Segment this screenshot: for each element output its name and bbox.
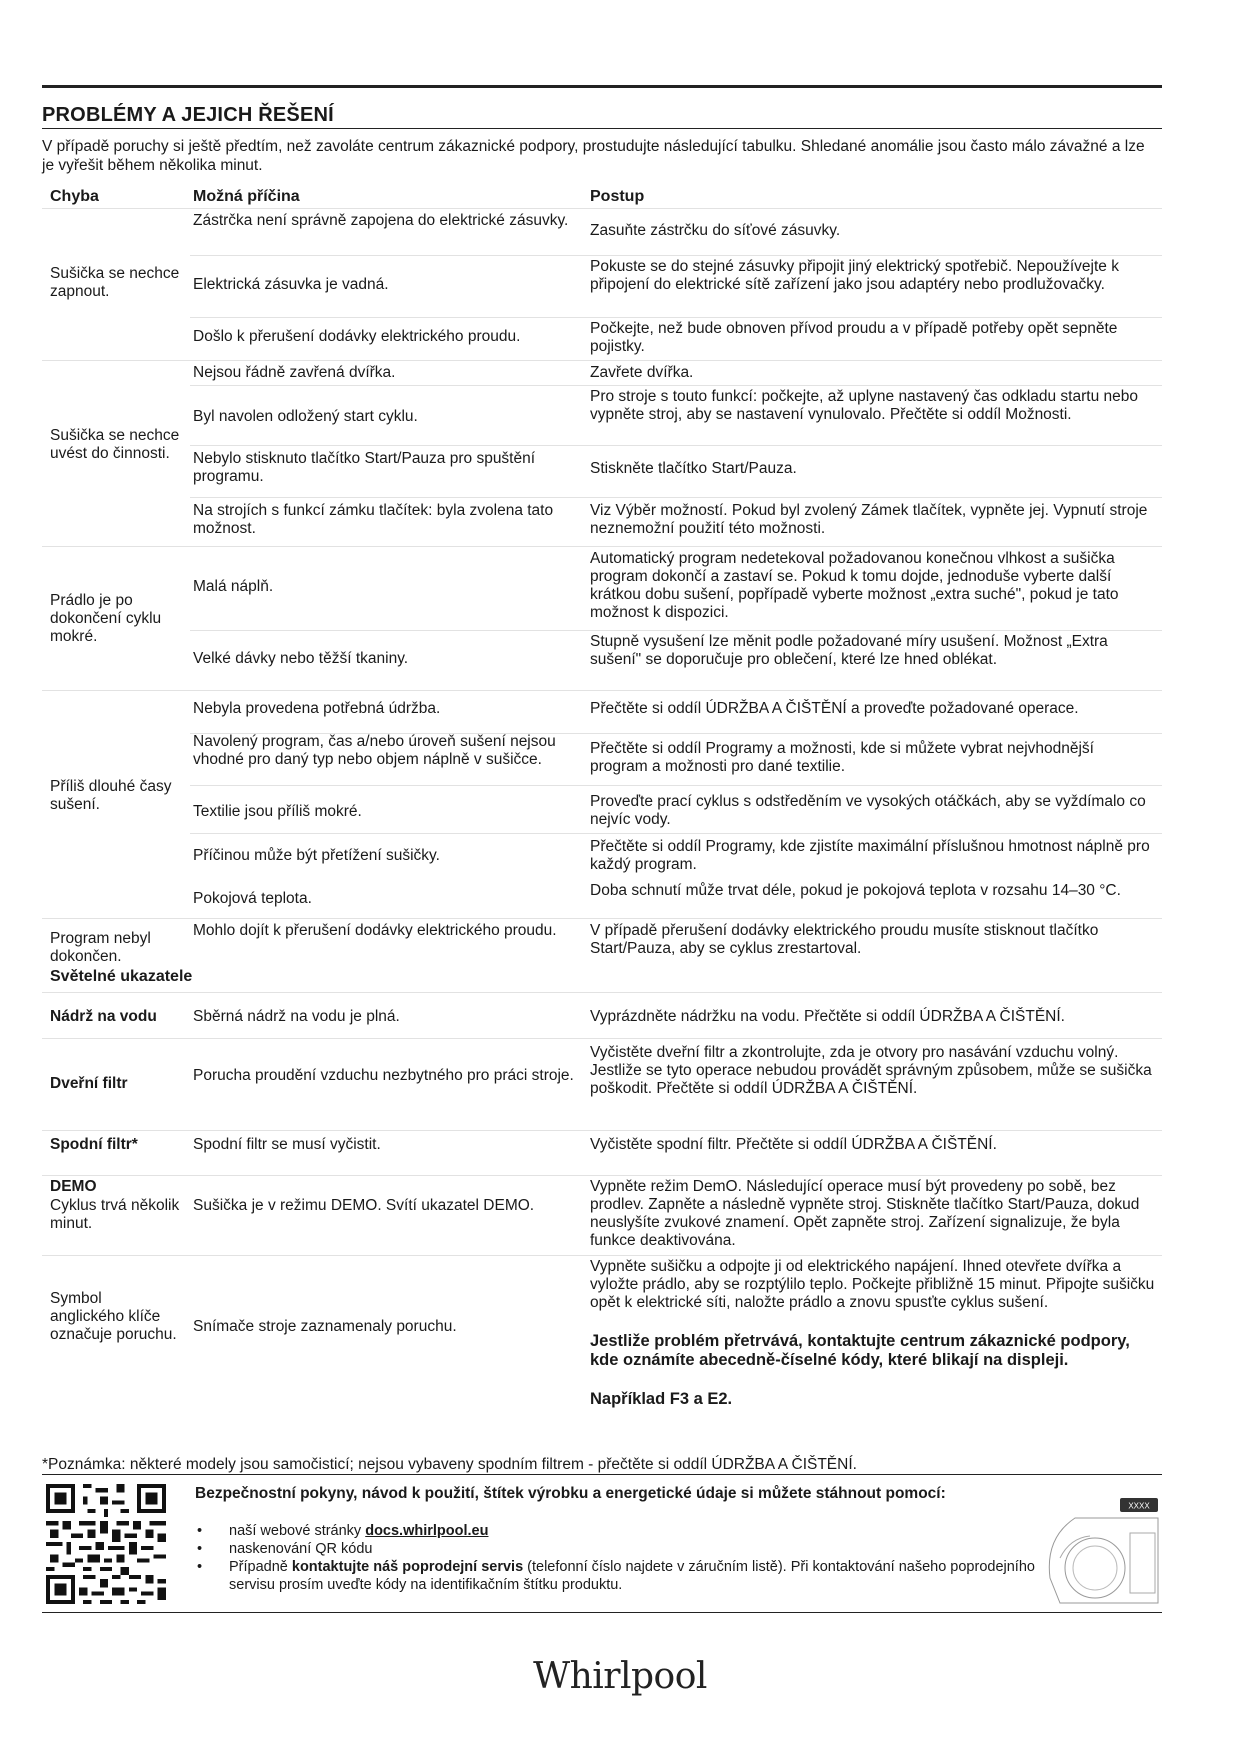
action-cell: V případě přerušení dodávky elektrického proudu musíte stisknout tlačítko Start/Pauza, aby se cyklus zrestartoval. <box>590 922 1099 957</box>
cause-cell: Textilie jsou příliš mokré. <box>193 803 362 820</box>
cause-cell: Na strojích s funkcí zámku tlačítek: byla zvolena tato možnost. <box>193 502 554 537</box>
fault-cell: Program nebyl dokončen. <box>50 930 151 965</box>
download-heading: Bezpečnostní pokyny, návod k použití, štítek výrobku a energetické údaje si můžete stáhnout pomocí: <box>195 1485 946 1502</box>
fault-cell: Sušička se nechce zapnout. <box>50 265 180 300</box>
row-separator <box>42 918 1162 919</box>
row-separator <box>42 1130 1162 1131</box>
title-rule <box>42 128 1162 129</box>
indicator-action: Vyčistěte spodní filtr. Přečtěte si oddíl ÚDRŽBA A ČIŠTĚNÍ. <box>590 1136 997 1153</box>
download-item-website <box>195 1522 1045 1540</box>
qr-code <box>46 1484 166 1604</box>
appliance-label-illustration <box>1040 1478 1165 1608</box>
page-title: PROBLÉMY A JEJICH ŘEŠENÍ <box>42 104 334 126</box>
row-separator <box>190 630 1162 631</box>
row-separator <box>190 497 1162 498</box>
row-separator <box>42 1038 1162 1039</box>
row-separator <box>190 255 1162 256</box>
row-separator <box>42 992 1162 993</box>
footnote: *Poznámka: některé modely jsou samočisticí; nejsou vybaveny spodním filtrem - přečtěte si oddíl ÚDRŽBA A ČIŠTĚNÍ. <box>42 1456 857 1473</box>
indicator-name: Spodní filtr* <box>50 1136 138 1153</box>
footnote-rule <box>42 1474 1162 1475</box>
indicator-cause: Spodní filtr se musí vyčistit. <box>193 1136 381 1153</box>
indicator-action: Vyčistěte dveřní filtr a zkontrolujte, zda je otvory pro nasávání vzduchu volný. Jestliže se tyto operace nebudou provádět správným způsobem, může se sušička poškodit. Přečtěte si oddíl ÚDRŽBA A ČIŠTĚNÍ. <box>590 1044 1152 1097</box>
header-action: Postup <box>590 188 645 205</box>
cause-cell: Byl navolen odložený start cyklu. <box>193 408 418 425</box>
row-separator <box>190 445 1162 446</box>
intro-paragraph: V případě poruchy si ještě předtím, než zavoláte centrum zákaznické podpory, prostudujte následující tabulku. Shledané anomálie jsou často málo závažné a lze je vyřešit během několika minut. <box>42 138 1145 174</box>
action-cell: Zasuňte zástrčku do síťové zásuvky. <box>590 222 841 239</box>
action-cell: Pokuste se do stejné zásuvky připojit jiný elektrický spotřebič. Nepoužívejte k připojení do elektrické sítě zařízení jako jsou adaptéry nebo prodlužovačky. <box>590 258 1119 293</box>
cause-cell: Příčinou může být přetížení sušičky. <box>193 847 440 864</box>
indicator-cause: Sušička je v režimu DEMO. Svítí ukazatel DEMO. <box>193 1197 535 1214</box>
indicator-cause: Snímače stroje zaznamenaly poruchu. <box>193 1318 457 1335</box>
indicator-name: Nádrž na vodu <box>50 1008 157 1025</box>
action-cell: Přečtěte si oddíl Programy, kde zjistíte maximální příslušnou hmotnost náplně pro každý program. <box>590 838 1150 873</box>
action-cell: Stupně vysušení lze měnit podle požadované míry usušení. Možnost „Extra sušení" se doporučuje pro oblečení, které lze hned oblékat. <box>590 633 1108 668</box>
action-cell: Přečtěte si oddíl ÚDRŽBA A ČIŠTĚNÍ a proveďte požadované operace. <box>590 700 1079 717</box>
indicators-heading: Světelné ukazatele <box>50 968 193 985</box>
header-cause: Možná příčina <box>193 188 300 205</box>
service-text-post: (telefonní číslo najdete v záručním listě). Při kontaktování našeho poprodejního servisu prosím uveďte kódy na identifikačním štítku produktu. <box>229 1559 1035 1593</box>
row-separator <box>42 546 1162 547</box>
download-item-service <box>195 1558 1045 1594</box>
fault-cell: Příliš dlouhé časy sušení. <box>50 778 172 813</box>
action-cell: Automatický program nedetekoval požadovanou konečnou vlhkost a sušička program dokončí a zastaví se. Pokud k tomu dojde, jednoduše vyberte další krátkou dobu sušení, popřípadě vyberte možnost „extra suché", pokud je tato možnost k dispozici. <box>590 550 1119 621</box>
action-cell: Přečtěte si oddíl Programy a možnosti, kde si můžete vybrat nejvhodnější program a možnosti pro dané textilie. <box>590 740 1094 775</box>
row-separator <box>190 385 1162 386</box>
cause-cell: Zástrčka není správně zapojena do elektrické zásuvky. <box>193 212 569 229</box>
download-list <box>195 1522 1045 1594</box>
top-rule <box>42 85 1162 88</box>
brand-logo: Whirlpool <box>533 1656 707 1697</box>
cause-cell: Velké dávky nebo těžší tkaniny. <box>193 650 409 667</box>
label-tag: XXXX <box>1128 1501 1150 1511</box>
cause-cell: Nebyla provedena potřebná údržba. <box>193 700 441 717</box>
service-text-bold: kontaktujte náš poprodejní servis <box>291 1559 524 1575</box>
action-cell: Počkejte, než bude obnoven přívod proudu a v případě potřeby opět sepněte pojistky. <box>590 320 1118 355</box>
cause-cell: Pokojová teplota. <box>193 890 312 907</box>
cause-cell: Došlo k přerušení dodávky elektrického proudu. <box>193 328 521 345</box>
action-cell: Zavřete dvířka. <box>590 364 694 381</box>
bottom-rule <box>42 1612 1162 1613</box>
indicator-action-emphasis: Jestliže problém přetrvává, kontaktujte centrum zákaznické podpory, kde oznámíte abecedně-číselné kódy, které blikají na displeji. <box>590 1332 1130 1369</box>
indicator-name: DEMO <box>50 1178 97 1195</box>
action-cell: Proveďte prací cyklus s odstředěním ve vysokých otáčkách, aby se vyždímalo co nejvíc vody. <box>590 793 1146 828</box>
cause-cell: Mohlo dojít k přerušení dodávky elektrického proudu. <box>193 922 557 939</box>
row-separator <box>42 690 1162 691</box>
row-separator <box>190 833 1162 834</box>
header-fault: Chyba <box>50 188 99 205</box>
download-item-text: naší webové stránky <box>229 1523 366 1539</box>
cause-cell: Navolený program, čas a/nebo úroveň sušení nejsou vhodné pro daný typ nebo objem náplně v sušičce. <box>193 733 556 768</box>
row-separator <box>42 1175 1162 1176</box>
indicator-subtext: Cyklus trvá několik minut. <box>50 1197 180 1232</box>
row-separator <box>190 785 1162 786</box>
action-cell: Viz Výběr možností. Pokud byl zvolený Zámek tlačítek, vypněte jej. Vypnutí stroje neznemožní použití této možnosti. <box>590 502 1148 537</box>
fault-cell: Sušička se nechce uvést do činnosti. <box>50 427 180 462</box>
indicator-action: Vypněte režim DemO. Následující operace musí být provedeny po sobě, bez prodlev. Zapněte a následně vypněte stroj. Stiskněte tlačítko Start/Pauza, dokud neuslyšíte zvukové znamení. Opět zapněte stroj. Zařízení signalizuje, že byla funkce deaktivována. <box>590 1178 1140 1249</box>
indicator-action-example: Například F3 a E2. <box>590 1390 733 1408</box>
website-link[interactable]: docs.whirlpool.eu <box>365 1523 489 1539</box>
indicator-action: Vyprázdněte nádržku na vodu. Přečtěte si oddíl ÚDRŽBA A ČIŠTĚNÍ. <box>590 1008 1065 1025</box>
indicator-cause: Sběrná nádrž na vodu je plná. <box>193 1008 400 1025</box>
action-cell: Pro stroje s touto funkcí: počkejte, až uplyne nastavený čas odkladu startu nebo vypněte stroj, aby se nastavení vynulovalo. Přečtěte si oddíl Možnosti. <box>590 388 1138 423</box>
cause-cell: Nebylo stisknuto tlačítko Start/Pauza pro spuštění programu. <box>193 450 536 485</box>
row-separator <box>42 208 1162 209</box>
action-cell: Doba schnutí může trvat déle, pokud je pokojová teplota v rozsahu 14–30 °C. <box>590 882 1121 899</box>
download-item-qr: • naskenování QR kódu <box>195 1540 1045 1558</box>
indicator-action: Vypněte sušičku a odpojte ji od elektrického napájení. Ihned otevřete dvířka a vyložte prádlo, aby se rozptýlilo teplo. Počkejte přibližně 15 minut. Připojte sušičku opět k elektrické síti, naložte prádlo a znovu spusťte cyklus sušení. <box>590 1258 1155 1311</box>
service-text-pre: Případně <box>229 1559 292 1575</box>
row-separator <box>42 360 1162 361</box>
cause-cell: Malá náplň. <box>193 578 274 595</box>
row-separator <box>42 1255 1162 1256</box>
indicator-cause: Porucha proudění vzduchu nezbytného pro práci stroje. <box>193 1067 574 1084</box>
fault-cell: Prádlo je po dokončení cyklu mokré. <box>50 592 162 645</box>
indicator-name: Dveřní filtr <box>50 1075 128 1092</box>
cause-cell: Elektrická zásuvka je vadná. <box>193 276 389 293</box>
cause-cell: Nejsou řádně zavřená dvířka. <box>193 364 396 381</box>
indicator-name: Symbol anglického klíče označuje poruchu. <box>50 1290 177 1343</box>
action-cell: Stiskněte tlačítko Start/Pauza. <box>590 460 797 477</box>
row-separator <box>190 317 1162 318</box>
